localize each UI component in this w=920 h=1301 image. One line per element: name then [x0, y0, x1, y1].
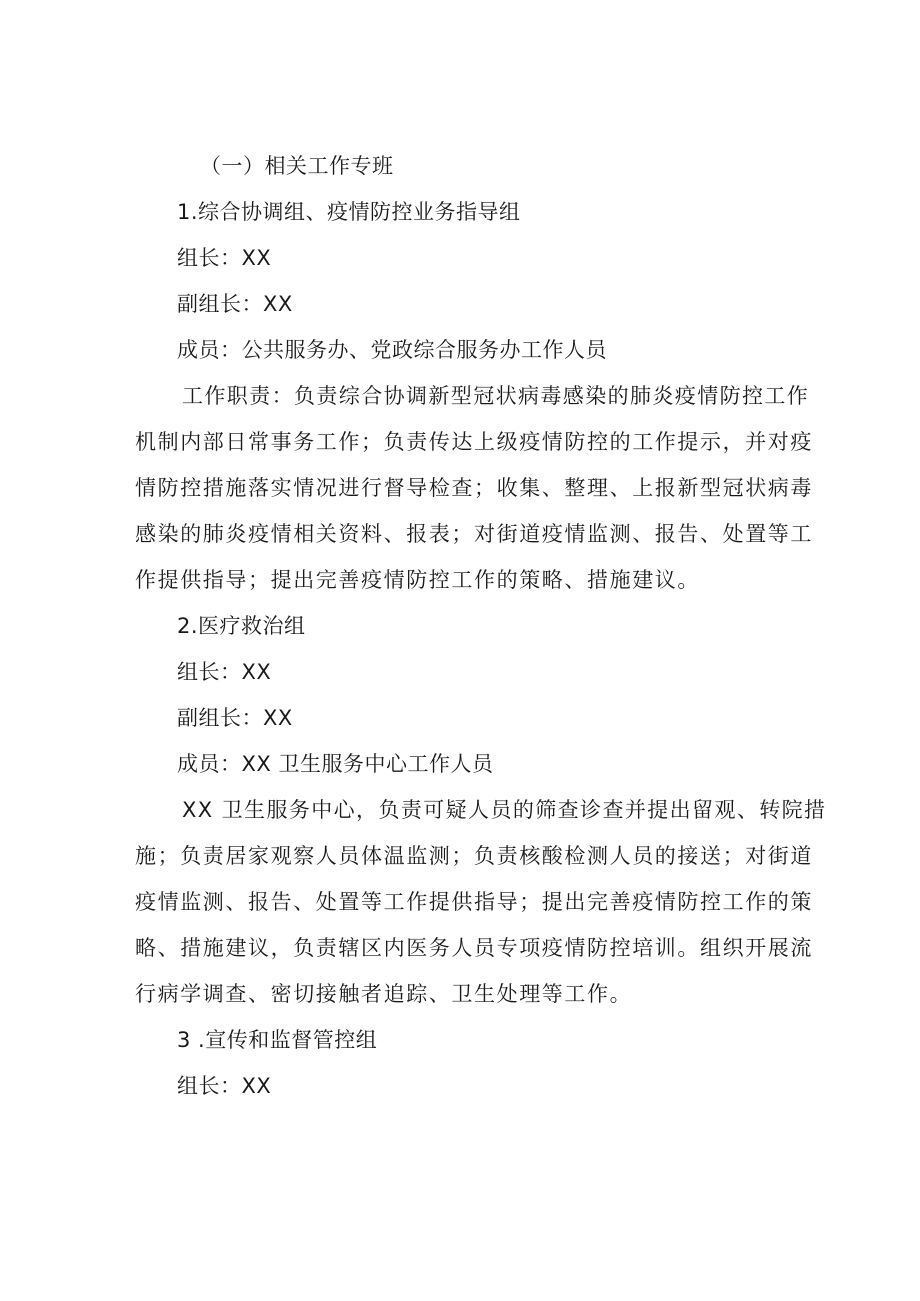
group-1-duties [135, 382, 813, 594]
group-1-duty-line: 机制内部日常事务工作；负责传达上级疫情防控的工作提示，并对疫 [135, 430, 813, 454]
group-1-duty-line: 感染的肺炎疫情相关资料、报表；对街道疫情监测、报告、处置等工 [135, 522, 813, 546]
group-2-duty-line: 行病学调查、密切接触者追踪、卫生处理等工作。 [135, 982, 633, 1006]
group-1-duty-line: 工作职责：负责综合协调新型冠状病毒感染的肺炎疫情防控工作 [182, 384, 810, 408]
group-3-title: 3 .宣传和监督管控组 [177, 1028, 378, 1052]
group-2-leader: 组长：XX [177, 660, 272, 684]
group-1-members: 成员：公共服务办、党政综合服务办工作人员 [177, 338, 607, 362]
group-2-members: 成员：XX 卫生服务中心工作人员 [177, 752, 494, 776]
group-2-duty-line: XX 卫生服务中心，负责可疑人员的筛查诊查并提出留观、转院措 [182, 798, 827, 822]
section-heading: （一）相关工作专班 [200, 154, 394, 178]
group-1-duty-line: 作提供指导；提出完善疫情防控工作的策略、措施建议。 [135, 568, 700, 592]
group-1-leader: 组长：XX [177, 246, 272, 270]
group-2-title: 2.医疗救治组 [177, 614, 306, 638]
group-2-duty-line: 施；负责居家观察人员体温监测；负责核酸检测人员的接送；对街道 [135, 844, 813, 868]
group-3-leader: 组长：XX [177, 1074, 272, 1098]
group-2-deputy: 副组长：XX [177, 706, 293, 730]
group-1-deputy: 副组长：XX [177, 292, 293, 316]
group-2-duties [135, 796, 827, 1008]
group-2-duty-line: 略、措施建议，负责辖区内医务人员专项疫情防控培训。组织开展流 [135, 936, 813, 960]
group-2-duty-line: 疫情监测、报告、处置等工作提供指导；提出完善疫情防控工作的策 [135, 890, 813, 914]
document-body [135, 152, 827, 1118]
group-1-duty-line: 情防控措施落实情况进行督导检查；收集、整理、上报新型冠状病毒 [135, 476, 813, 500]
group-1-title: 1.综合协调组、疫情防控业务指导组 [177, 200, 521, 224]
